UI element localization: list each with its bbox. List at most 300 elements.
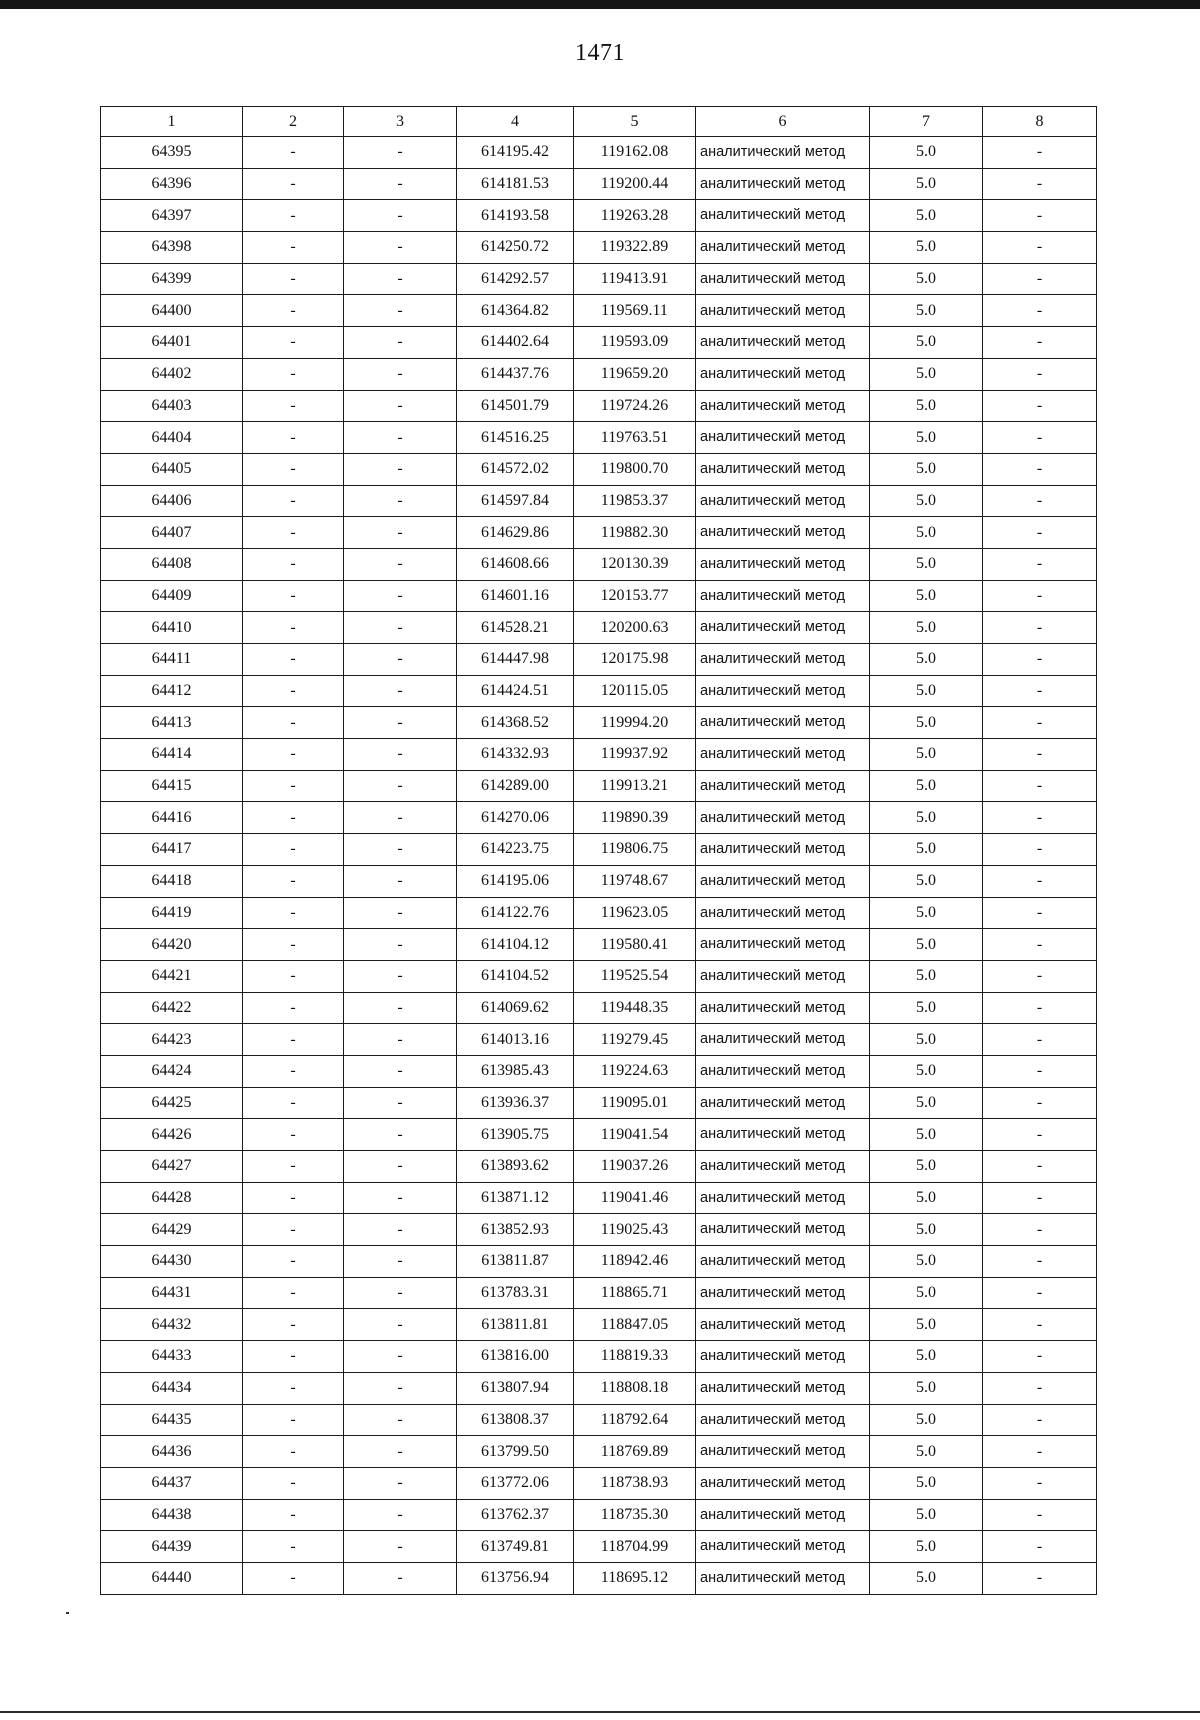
accuracy-cell: 5.0 (870, 263, 983, 295)
table-row (101, 1309, 1097, 1341)
column-8-cell: - (983, 295, 1097, 327)
method-cell: аналитический метод (696, 1467, 870, 1499)
point-number-cell: 64406 (101, 485, 243, 517)
table-row (101, 517, 1097, 549)
table-row (101, 358, 1097, 390)
column-3-cell: - (344, 1055, 457, 1087)
method-cell: аналитический метод (696, 1055, 870, 1087)
method-cell: аналитический метод (696, 1151, 870, 1183)
point-number-cell: 64408 (101, 548, 243, 580)
y-coordinate-cell: 120175.98 (574, 644, 696, 676)
point-number-cell: 64413 (101, 707, 243, 739)
column-3-cell: - (344, 834, 457, 866)
column-2-cell: - (243, 390, 344, 422)
column-2-cell: - (243, 1562, 344, 1594)
accuracy-cell: 5.0 (870, 232, 983, 264)
table-row (101, 675, 1097, 707)
accuracy-cell: 5.0 (870, 517, 983, 549)
point-number-cell: 64402 (101, 358, 243, 390)
point-number-cell: 64428 (101, 1182, 243, 1214)
point-number-cell: 64431 (101, 1277, 243, 1309)
column-2-cell: - (243, 1467, 344, 1499)
point-number-cell: 64400 (101, 295, 243, 327)
x-coordinate-cell: 613808.37 (457, 1404, 574, 1436)
method-cell: аналитический метод (696, 517, 870, 549)
point-number-cell: 64439 (101, 1531, 243, 1563)
x-coordinate-cell: 614597.84 (457, 485, 574, 517)
x-coordinate-cell: 614270.06 (457, 802, 574, 834)
column-3-cell: - (344, 644, 457, 676)
accuracy-cell: 5.0 (870, 739, 983, 771)
column-3-cell: - (344, 1182, 457, 1214)
column-8-cell: - (983, 1151, 1097, 1183)
method-cell: аналитический метод (696, 390, 870, 422)
x-coordinate-cell: 614368.52 (457, 707, 574, 739)
y-coordinate-cell: 119025.43 (574, 1214, 696, 1246)
accuracy-cell: 5.0 (870, 358, 983, 390)
column-2-cell: - (243, 802, 344, 834)
x-coordinate-cell: 614402.64 (457, 327, 574, 359)
column-3-cell: - (344, 390, 457, 422)
table-row (101, 200, 1097, 232)
table-row (101, 1467, 1097, 1499)
point-number-cell: 64425 (101, 1087, 243, 1119)
column-3-cell: - (344, 1562, 457, 1594)
point-number-cell: 64403 (101, 390, 243, 422)
column-header: 6 (696, 107, 870, 137)
column-8-cell: - (983, 485, 1097, 517)
accuracy-cell: 5.0 (870, 802, 983, 834)
column-2-cell: - (243, 865, 344, 897)
point-number-cell: 64436 (101, 1436, 243, 1468)
accuracy-cell: 5.0 (870, 865, 983, 897)
scan-speck (66, 1612, 69, 1614)
column-3-cell: - (344, 1277, 457, 1309)
column-3-cell: - (344, 517, 457, 549)
column-8-cell: - (983, 327, 1097, 359)
table-row (101, 1562, 1097, 1594)
method-cell: аналитический метод (696, 1246, 870, 1278)
y-coordinate-cell: 118819.33 (574, 1341, 696, 1373)
column-3-cell: - (344, 580, 457, 612)
accuracy-cell: 5.0 (870, 1214, 983, 1246)
accuracy-cell: 5.0 (870, 485, 983, 517)
column-2-cell: - (243, 1531, 344, 1563)
column-8-cell: - (983, 1214, 1097, 1246)
y-coordinate-cell: 119413.91 (574, 263, 696, 295)
y-coordinate-cell: 119525.54 (574, 960, 696, 992)
column-8-cell: - (983, 580, 1097, 612)
point-number-cell: 64440 (101, 1562, 243, 1594)
point-number-cell: 64429 (101, 1214, 243, 1246)
method-cell: аналитический метод (696, 580, 870, 612)
y-coordinate-cell: 119994.20 (574, 707, 696, 739)
column-3-cell: - (344, 992, 457, 1024)
point-number-cell: 64416 (101, 802, 243, 834)
column-8-cell: - (983, 675, 1097, 707)
column-3-cell: - (344, 1499, 457, 1531)
column-8-cell: - (983, 168, 1097, 200)
column-8-cell: - (983, 1467, 1097, 1499)
accuracy-cell: 5.0 (870, 453, 983, 485)
y-coordinate-cell: 119162.08 (574, 137, 696, 169)
column-8-cell: - (983, 770, 1097, 802)
column-header: 5 (574, 107, 696, 137)
column-2-cell: - (243, 1499, 344, 1531)
table-row (101, 1404, 1097, 1436)
x-coordinate-cell: 614069.62 (457, 992, 574, 1024)
point-number-cell: 64415 (101, 770, 243, 802)
column-3-cell: - (344, 358, 457, 390)
method-cell: аналитический метод (696, 168, 870, 200)
y-coordinate-cell: 120115.05 (574, 675, 696, 707)
column-2-cell: - (243, 1214, 344, 1246)
column-8-cell: - (983, 739, 1097, 771)
accuracy-cell: 5.0 (870, 770, 983, 802)
column-2-cell: - (243, 485, 344, 517)
y-coordinate-cell: 119659.20 (574, 358, 696, 390)
method-cell: аналитический метод (696, 1372, 870, 1404)
method-cell: аналитический метод (696, 1562, 870, 1594)
column-2-cell: - (243, 1436, 344, 1468)
point-number-cell: 64397 (101, 200, 243, 232)
x-coordinate-cell: 613816.00 (457, 1341, 574, 1373)
x-coordinate-cell: 614292.57 (457, 263, 574, 295)
column-8-cell: - (983, 644, 1097, 676)
column-2-cell: - (243, 675, 344, 707)
method-cell: аналитический метод (696, 327, 870, 359)
column-3-cell: - (344, 1214, 457, 1246)
column-3-cell: - (344, 168, 457, 200)
y-coordinate-cell: 119593.09 (574, 327, 696, 359)
column-2-cell: - (243, 960, 344, 992)
table-row (101, 1055, 1097, 1087)
column-2-cell: - (243, 517, 344, 549)
x-coordinate-cell: 614122.76 (457, 897, 574, 929)
column-2-cell: - (243, 1024, 344, 1056)
column-2-cell: - (243, 232, 344, 264)
method-cell: аналитический метод (696, 1182, 870, 1214)
method-cell: аналитический метод (696, 137, 870, 169)
column-8-cell: - (983, 453, 1097, 485)
table-row (101, 390, 1097, 422)
accuracy-cell: 5.0 (870, 1404, 983, 1436)
column-3-cell: - (344, 770, 457, 802)
method-cell: аналитический метод (696, 358, 870, 390)
column-8-cell: - (983, 612, 1097, 644)
x-coordinate-cell: 614181.53 (457, 168, 574, 200)
table-body (101, 137, 1097, 1595)
column-8-cell: - (983, 1404, 1097, 1436)
point-number-cell: 64405 (101, 453, 243, 485)
y-coordinate-cell: 118847.05 (574, 1309, 696, 1341)
method-cell: аналитический метод (696, 422, 870, 454)
table-row (101, 1151, 1097, 1183)
x-coordinate-cell: 613985.43 (457, 1055, 574, 1087)
column-8-cell: - (983, 1182, 1097, 1214)
y-coordinate-cell: 119041.46 (574, 1182, 696, 1214)
table-row (101, 707, 1097, 739)
column-2-cell: - (243, 1151, 344, 1183)
x-coordinate-cell: 613762.37 (457, 1499, 574, 1531)
column-3-cell: - (344, 232, 457, 264)
column-3-cell: - (344, 1151, 457, 1183)
table-row (101, 1341, 1097, 1373)
column-8-cell: - (983, 802, 1097, 834)
column-2-cell: - (243, 1246, 344, 1278)
column-8-cell: - (983, 929, 1097, 961)
accuracy-cell: 5.0 (870, 1119, 983, 1151)
y-coordinate-cell: 119724.26 (574, 390, 696, 422)
column-3-cell: - (344, 897, 457, 929)
column-3-cell: - (344, 453, 457, 485)
column-3-cell: - (344, 263, 457, 295)
column-3-cell: - (344, 1436, 457, 1468)
y-coordinate-cell: 120200.63 (574, 612, 696, 644)
point-number-cell: 64399 (101, 263, 243, 295)
column-3-cell: - (344, 1531, 457, 1563)
y-coordinate-cell: 118695.12 (574, 1562, 696, 1594)
y-coordinate-cell: 119800.70 (574, 453, 696, 485)
x-coordinate-cell: 614195.42 (457, 137, 574, 169)
column-8-cell: - (983, 1087, 1097, 1119)
column-3-cell: - (344, 1087, 457, 1119)
column-8-cell: - (983, 390, 1097, 422)
y-coordinate-cell: 119224.63 (574, 1055, 696, 1087)
table-row (101, 1119, 1097, 1151)
y-coordinate-cell: 118792.64 (574, 1404, 696, 1436)
y-coordinate-cell: 119882.30 (574, 517, 696, 549)
column-3-cell: - (344, 675, 457, 707)
x-coordinate-cell: 613811.87 (457, 1246, 574, 1278)
point-number-cell: 64401 (101, 327, 243, 359)
table-row (101, 1182, 1097, 1214)
y-coordinate-cell: 118769.89 (574, 1436, 696, 1468)
table-row (101, 1372, 1097, 1404)
column-8-cell: - (983, 960, 1097, 992)
method-cell: аналитический метод (696, 644, 870, 676)
method-cell: аналитический метод (696, 1341, 870, 1373)
accuracy-cell: 5.0 (870, 1087, 983, 1119)
column-3-cell: - (344, 1467, 457, 1499)
table-row (101, 1246, 1097, 1278)
accuracy-cell: 5.0 (870, 992, 983, 1024)
table-row (101, 1024, 1097, 1056)
point-number-cell: 64398 (101, 232, 243, 264)
accuracy-cell: 5.0 (870, 548, 983, 580)
accuracy-cell: 5.0 (870, 834, 983, 866)
x-coordinate-cell: 614289.00 (457, 770, 574, 802)
column-3-cell: - (344, 1309, 457, 1341)
x-coordinate-cell: 614447.98 (457, 644, 574, 676)
column-8-cell: - (983, 992, 1097, 1024)
column-3-cell: - (344, 422, 457, 454)
method-cell: аналитический метод (696, 739, 870, 771)
column-2-cell: - (243, 707, 344, 739)
x-coordinate-cell: 614013.16 (457, 1024, 574, 1056)
column-3-cell: - (344, 137, 457, 169)
column-2-cell: - (243, 327, 344, 359)
column-2-cell: - (243, 168, 344, 200)
column-3-cell: - (344, 707, 457, 739)
y-coordinate-cell: 119322.89 (574, 232, 696, 264)
column-8-cell: - (983, 137, 1097, 169)
column-2-cell: - (243, 834, 344, 866)
method-cell: аналитический метод (696, 1309, 870, 1341)
y-coordinate-cell: 119569.11 (574, 295, 696, 327)
accuracy-cell: 5.0 (870, 390, 983, 422)
accuracy-cell: 5.0 (870, 1277, 983, 1309)
y-coordinate-cell: 118942.46 (574, 1246, 696, 1278)
method-cell: аналитический метод (696, 232, 870, 264)
column-3-cell: - (344, 295, 457, 327)
y-coordinate-cell: 119913.21 (574, 770, 696, 802)
x-coordinate-cell: 613749.81 (457, 1531, 574, 1563)
table-row (101, 485, 1097, 517)
y-coordinate-cell: 120130.39 (574, 548, 696, 580)
x-coordinate-cell: 614424.51 (457, 675, 574, 707)
accuracy-cell: 5.0 (870, 137, 983, 169)
table-row (101, 453, 1097, 485)
method-cell: аналитический метод (696, 548, 870, 580)
accuracy-cell: 5.0 (870, 1436, 983, 1468)
point-number-cell: 64422 (101, 992, 243, 1024)
column-8-cell: - (983, 1372, 1097, 1404)
point-number-cell: 64395 (101, 137, 243, 169)
x-coordinate-cell: 614223.75 (457, 834, 574, 866)
x-coordinate-cell: 614250.72 (457, 232, 574, 264)
table-row (101, 422, 1097, 454)
point-number-cell: 64409 (101, 580, 243, 612)
column-8-cell: - (983, 200, 1097, 232)
y-coordinate-cell: 118738.93 (574, 1467, 696, 1499)
table-row (101, 295, 1097, 327)
accuracy-cell: 5.0 (870, 1182, 983, 1214)
method-cell: аналитический метод (696, 897, 870, 929)
column-3-cell: - (344, 485, 457, 517)
y-coordinate-cell: 119806.75 (574, 834, 696, 866)
x-coordinate-cell: 614193.58 (457, 200, 574, 232)
column-3-cell: - (344, 960, 457, 992)
x-coordinate-cell: 613852.93 (457, 1214, 574, 1246)
column-3-cell: - (344, 1372, 457, 1404)
method-cell: аналитический метод (696, 707, 870, 739)
column-3-cell: - (344, 1246, 457, 1278)
column-2-cell: - (243, 1087, 344, 1119)
table-row (101, 1499, 1097, 1531)
method-cell: аналитический метод (696, 1024, 870, 1056)
point-number-cell: 64434 (101, 1372, 243, 1404)
point-number-cell: 64437 (101, 1467, 243, 1499)
x-coordinate-cell: 613807.94 (457, 1372, 574, 1404)
method-cell: аналитический метод (696, 612, 870, 644)
column-2-cell: - (243, 1182, 344, 1214)
method-cell: аналитический метод (696, 770, 870, 802)
table-row (101, 865, 1097, 897)
accuracy-cell: 5.0 (870, 612, 983, 644)
column-3-cell: - (344, 929, 457, 961)
method-cell: аналитический метод (696, 485, 870, 517)
table-row (101, 1214, 1097, 1246)
method-cell: аналитический метод (696, 1214, 870, 1246)
table-row (101, 739, 1097, 771)
point-number-cell: 64438 (101, 1499, 243, 1531)
accuracy-cell: 5.0 (870, 644, 983, 676)
column-3-cell: - (344, 739, 457, 771)
column-2-cell: - (243, 580, 344, 612)
column-2-cell: - (243, 1404, 344, 1436)
method-cell: аналитический метод (696, 263, 870, 295)
table-row (101, 992, 1097, 1024)
point-number-cell: 64432 (101, 1309, 243, 1341)
table-row (101, 612, 1097, 644)
table-row (101, 960, 1097, 992)
table-row (101, 644, 1097, 676)
column-2-cell: - (243, 422, 344, 454)
method-cell: аналитический метод (696, 1531, 870, 1563)
table-row (101, 232, 1097, 264)
y-coordinate-cell: 119580.41 (574, 929, 696, 961)
point-number-cell: 64426 (101, 1119, 243, 1151)
column-2-cell: - (243, 358, 344, 390)
column-3-cell: - (344, 612, 457, 644)
column-8-cell: - (983, 897, 1097, 929)
x-coordinate-cell: 613905.75 (457, 1119, 574, 1151)
table-row (101, 580, 1097, 612)
accuracy-cell: 5.0 (870, 1467, 983, 1499)
method-cell: аналитический метод (696, 200, 870, 232)
method-cell: аналитический метод (696, 834, 870, 866)
method-cell: аналитический метод (696, 865, 870, 897)
column-2-cell: - (243, 1341, 344, 1373)
column-header: 3 (344, 107, 457, 137)
point-number-cell: 64407 (101, 517, 243, 549)
column-8-cell: - (983, 1119, 1097, 1151)
y-coordinate-cell: 119853.37 (574, 485, 696, 517)
column-header: 1 (101, 107, 243, 137)
method-cell: аналитический метод (696, 675, 870, 707)
method-cell: аналитический метод (696, 295, 870, 327)
accuracy-cell: 5.0 (870, 929, 983, 961)
column-8-cell: - (983, 263, 1097, 295)
x-coordinate-cell: 613871.12 (457, 1182, 574, 1214)
column-8-cell: - (983, 1309, 1097, 1341)
table-row (101, 1277, 1097, 1309)
x-coordinate-cell: 613783.31 (457, 1277, 574, 1309)
point-number-cell: 64435 (101, 1404, 243, 1436)
accuracy-cell: 5.0 (870, 707, 983, 739)
column-8-cell: - (983, 707, 1097, 739)
table-row (101, 770, 1097, 802)
page-number: 1471 (575, 40, 625, 66)
column-8-cell: - (983, 1246, 1097, 1278)
y-coordinate-cell: 118704.99 (574, 1531, 696, 1563)
accuracy-cell: 5.0 (870, 1341, 983, 1373)
table-row (101, 897, 1097, 929)
point-number-cell: 64421 (101, 960, 243, 992)
x-coordinate-cell: 613936.37 (457, 1087, 574, 1119)
column-3-cell: - (344, 200, 457, 232)
y-coordinate-cell: 119279.45 (574, 1024, 696, 1056)
method-cell: аналитический метод (696, 1436, 870, 1468)
scan-edge-bottom (0, 1711, 1200, 1713)
column-8-cell: - (983, 865, 1097, 897)
accuracy-cell: 5.0 (870, 1372, 983, 1404)
y-coordinate-cell: 120153.77 (574, 580, 696, 612)
accuracy-cell: 5.0 (870, 897, 983, 929)
column-3-cell: - (344, 1024, 457, 1056)
column-2-cell: - (243, 295, 344, 327)
